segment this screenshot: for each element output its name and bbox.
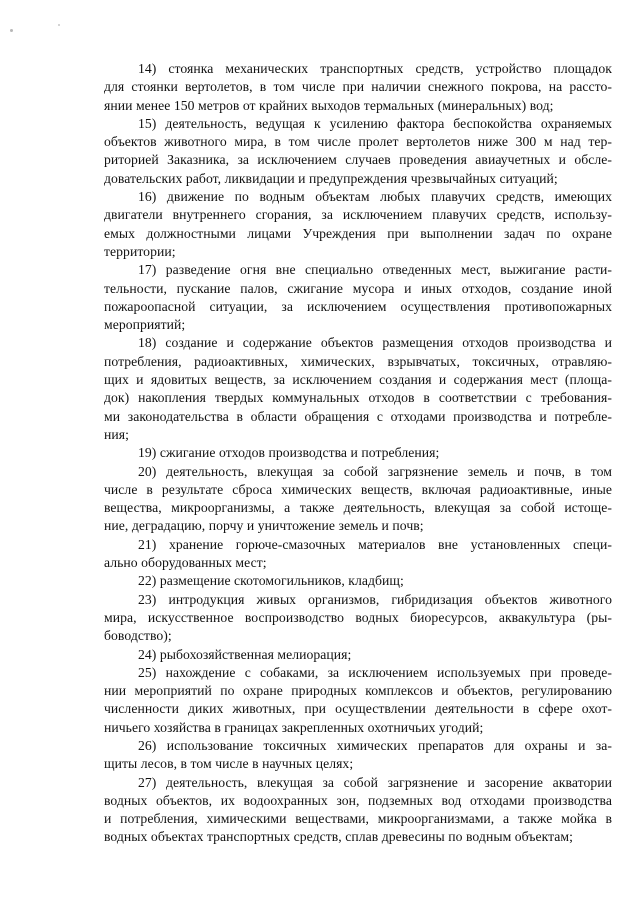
text-line: ния;	[104, 426, 129, 442]
text-line: 25) нахождение с собаками, за исключением используемых при проведе-	[138, 664, 612, 680]
text-line: 17) разведение огня вне специально отведенных мест, выжигание расти-	[138, 262, 612, 278]
list-item-item-22	[104, 572, 612, 590]
text-line: довательских работ, ликвидации и предупреждения чрезвычайных ситуаций;	[104, 170, 558, 186]
text-line: 20) деятельность, влекущая за собой загрязнение земель и почв, в том	[138, 463, 612, 479]
text-line: 23) интродукция живых организмов, гибридизация объектов животного	[138, 591, 612, 607]
text-line: док) накопления твердых коммунальных отходов в соответствии с требования-	[104, 390, 612, 406]
text-line: емых должностными лицами Учреждения при выполнении задач по охране	[104, 225, 612, 241]
document-body	[104, 60, 612, 847]
list-item-item-25	[104, 664, 612, 737]
list-item-item-27	[104, 774, 612, 847]
list-item-item-20	[104, 463, 612, 536]
scan-dust-mark	[58, 24, 60, 26]
text-line: нии мероприятий по охране природных комплексов и объектов, регулированию	[104, 683, 612, 699]
text-line: для стоянки вертолетов, в том числе при наличии снежного покрова, на рассто-	[104, 79, 612, 95]
text-line: мира, искусственное воспроизводство водных биоресурсов, аквакультура (ры-	[104, 609, 612, 625]
text-line: мероприятий;	[104, 317, 186, 333]
list-item-item-21	[104, 536, 612, 573]
text-line: 27) деятельность, влекущая за собой загрязнение и засорение акватории	[138, 774, 612, 790]
text-line: числе в результате сброса химических веществ, включая радиоактивные, иные	[104, 481, 612, 497]
text-line: объектов животного мира, в том числе пролет вертолетов ниже 300 м над тер-	[104, 134, 612, 150]
text-line: 26) использование токсичных химических препаратов для охраны и за-	[138, 737, 612, 753]
list-item-item-19	[104, 444, 612, 462]
text-line: 19) сжигание отходов производства и потребления;	[138, 445, 440, 461]
text-line: численности диких животных, при осуществлении деятельности в сфере охот-	[104, 701, 612, 717]
text-line: и потребления, химическими веществами, микроорганизмами, а также мойка в	[104, 811, 612, 827]
list-item-item-23	[104, 591, 612, 646]
list-item-item-18	[104, 334, 612, 444]
text-line: янии менее 150 метров от крайних выходов термальных (минеральных) вод;	[104, 97, 554, 113]
text-line: ми законодательства в области обращения с отходами производства и потребле-	[104, 408, 612, 424]
text-line: водных объектах транспортных средств, сплав древесины по водным объектам;	[104, 829, 573, 845]
text-line: пожароопасной ситуации, за исключением осуществления противопожарных	[104, 298, 612, 314]
text-line: 15) деятельность, ведущая к усилению фактора беспокойства охраняемых	[138, 115, 612, 131]
text-line: вещества, микроорганизмы, а также деятельность, влекущая за собой истоще-	[104, 500, 612, 516]
scan-dust-mark	[10, 29, 13, 32]
list-item-item-14	[104, 60, 612, 115]
text-line: 18) создание и содержание объектов размещения отходов производства и	[138, 335, 612, 351]
list-item-item-16	[104, 188, 612, 261]
text-line: риторией Заказника, за исключением случаев проведения авиаучетных и обсле-	[104, 152, 612, 168]
text-line: 16) движение по водным объектам любых плавучих средств, имеющих	[138, 189, 612, 205]
list-item-item-24	[104, 646, 612, 664]
list-item-item-17	[104, 261, 612, 334]
text-line: ничьего хозяйства в границах закрепленных охотничьих угодий;	[104, 719, 484, 735]
text-line: территории;	[104, 243, 176, 259]
text-line: щиты лесов, в том числе в научных целях;	[104, 756, 354, 772]
list-item-item-26	[104, 737, 612, 774]
text-line: потребления, радиоактивных, химических, взрывчатых, токсичных, отравляю-	[104, 353, 612, 369]
text-line: щих и ядовитых веществ, за исключением создания и содержания мест (площа-	[104, 372, 612, 388]
text-line: тельности, пускание палов, сжигание мусора и иных отходов, создание иной	[104, 280, 612, 296]
text-line: ально оборудованных мест;	[104, 555, 267, 571]
text-line: ние, деградацию, порчу и уничтожение земель и почв;	[104, 518, 424, 534]
text-line: боводство);	[104, 628, 172, 644]
text-line: 21) хранение горюче-смазочных материалов вне установленных специ-	[138, 536, 612, 552]
text-line: двигатели внутреннего сгорания, за исключением плавучих средств, использу-	[104, 207, 612, 223]
text-line: водных объектов, их водоохранных зон, подземных вод отходами производства	[104, 792, 612, 808]
text-line: 22) размещение скотомогильников, кладбищ;	[138, 573, 404, 589]
list-item-item-15	[104, 115, 612, 188]
text-line: 14) стоянка механических транспортных средств, устройство площадок	[138, 61, 612, 76]
text-line: 24) рыбохозяйственная мелиорация;	[138, 646, 352, 662]
